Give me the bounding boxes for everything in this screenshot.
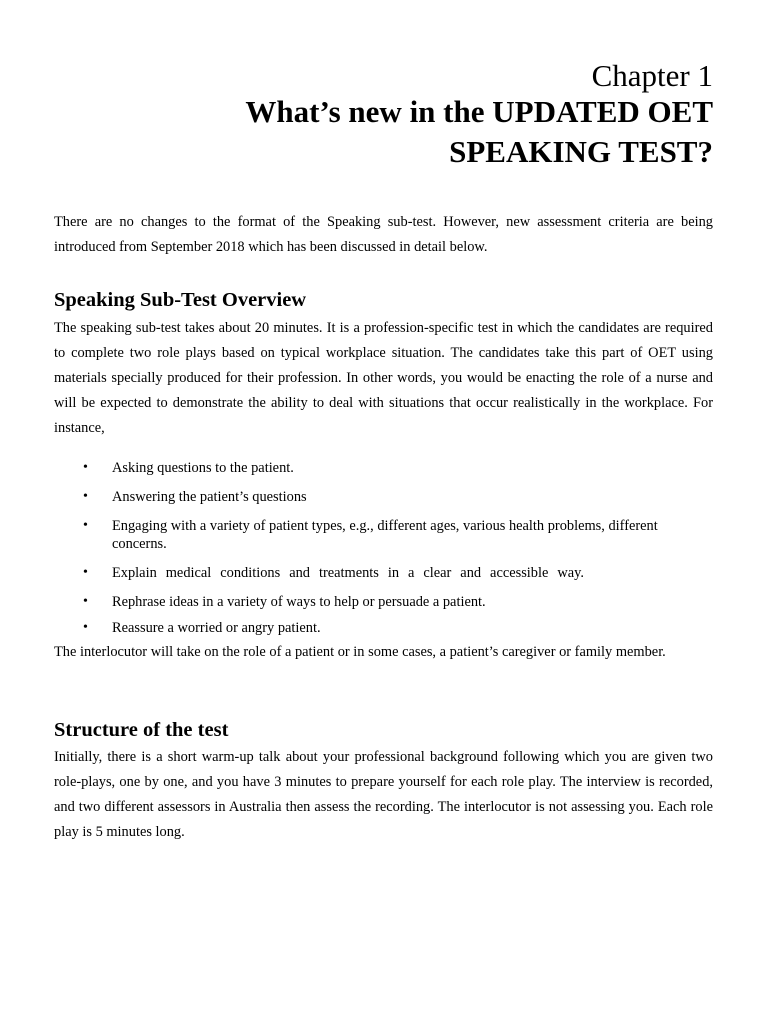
intro-paragraph: There are no changes to the format of the Speaking sub-test. However, new assessment criteria are being introduced from September 2018 which has been discussed in detail below. bbox=[54, 214, 713, 255]
list-item-text: Asking questions to the patient. bbox=[112, 460, 294, 476]
bullet-icon: • bbox=[83, 460, 88, 475]
document-page bbox=[54, 0, 713, 1024]
list-item-text: Answering the patient’s questions bbox=[112, 489, 307, 505]
structure-paragraph: Initially, there is a short warm-up talk about your professional background following which you are given two role-plays, one by one, and you have 3 minutes to prepare yourself for each role play. The interview is recorded, and two different assessors in Australia then assess the recording. The interlocutor is not assessing you. Each role play is 5 minutes long. bbox=[54, 749, 713, 840]
list-item-text: Rephrase ideas in a variety of ways to help or persuade a patient. bbox=[112, 594, 486, 610]
bullet-icon: • bbox=[83, 620, 88, 635]
overview-heading: Speaking Sub-Test Overview bbox=[54, 289, 307, 311]
bullet-icon: • bbox=[83, 565, 88, 580]
bullet-icon: • bbox=[83, 518, 88, 533]
bullet-icon: • bbox=[83, 489, 88, 504]
interlocutor-paragraph: The interlocutor will take on the role of a patient or in some cases, a patient’s caregiver or family member. bbox=[54, 644, 666, 660]
list-item-text: Reassure a worried or angry patient. bbox=[112, 620, 321, 636]
structure-heading: Structure of the test bbox=[54, 719, 229, 741]
chapter-title: What’s new in the UPDATED OET SPEAKING TEST? bbox=[245, 94, 713, 169]
chapter-number: Chapter 1 bbox=[591, 58, 713, 93]
overview-paragraph: The speaking sub-test takes about 20 minutes. It is a profession-specific test in which the candidates are required to complete two role plays based on typical workplace situation. The candidates take this part of OET using materials specially produced for their profession. In other words, you would be enacting the role of a nurse and will be expected to demonstrate the ability to deal with situations that occur realistically in the workplace. For instance, bbox=[54, 320, 713, 436]
list-item-text: Explain medical conditions and treatments in a clear and accessible way. bbox=[112, 565, 584, 581]
list-item-text: Engaging with a variety of patient types, e.g., different ages, various health problems, different concerns. bbox=[112, 518, 658, 552]
bullet-icon: • bbox=[83, 594, 88, 609]
